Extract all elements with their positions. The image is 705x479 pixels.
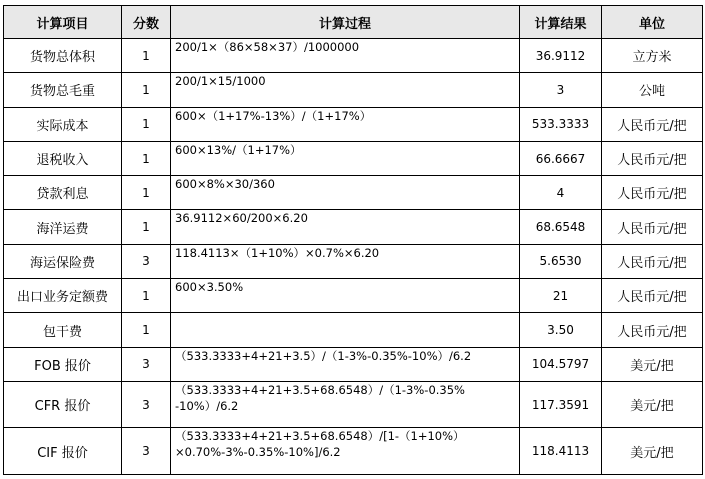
process-line: 36.9112×60/200×6.20 [175, 211, 308, 226]
cell-score: 3 [122, 428, 171, 475]
cell-item: 退税收入 [4, 141, 122, 175]
cell-process [171, 428, 520, 475]
cell-result: 104.5797 [520, 347, 602, 381]
cell-unit: 美元/把 [602, 428, 703, 475]
table-row [4, 176, 703, 210]
cell-result: 118.4113 [520, 428, 602, 475]
cell-unit: 人民币元/把 [602, 176, 703, 210]
cell-process [171, 347, 520, 381]
process-line: 200/1×（86×58×37）/1000000 [175, 40, 360, 54]
cell-item: 贷款利息 [4, 176, 122, 210]
cell-process [171, 381, 520, 427]
cell-result: 36.9112 [520, 39, 602, 73]
table-row [4, 244, 703, 278]
cell-unit: 美元/把 [602, 347, 703, 381]
cell-unit: 美元/把 [602, 381, 703, 427]
cell-score: 3 [122, 244, 171, 278]
process-line: （533.3333+4+21+3.5+68.6548）/（1-3%-0.35% [175, 382, 465, 397]
cell-unit: 人民币元/把 [602, 244, 703, 278]
table-row [4, 210, 703, 244]
cell-item: CFR 报价 [4, 381, 122, 427]
header-process: 计算过程 [171, 6, 520, 39]
cell-process [171, 176, 520, 210]
cell-process [171, 210, 520, 244]
process-line: （533.3333+4+21+3.5+68.6548）/[1-（1+10%） [175, 429, 465, 444]
table-row [4, 141, 703, 175]
cell-unit: 人民币元/把 [602, 279, 703, 313]
cell-unit: 人民币元/把 [602, 107, 703, 141]
header-item: 计算项目 [4, 6, 122, 39]
cell-item: 包干费 [4, 313, 122, 347]
process-line: 600×（1+17%-13%）/（1+17%） [175, 108, 372, 123]
cell-result: 117.3591 [520, 381, 602, 427]
process-line: ×0.70%-3%-0.35%-10%]/6.2 [175, 445, 341, 460]
process-line: 600×3.50% [175, 280, 244, 295]
table-row [4, 39, 703, 73]
cell-process [171, 73, 520, 107]
process-line: 118.4113×（1+10%）×0.7%×6.20 [175, 245, 380, 260]
cell-score: 3 [122, 381, 171, 427]
process-line: 200/1×15/1000 [175, 74, 266, 89]
cell-process [171, 107, 520, 141]
cell-item: 实际成本 [4, 107, 122, 141]
table-row [4, 313, 703, 347]
cell-process [171, 244, 520, 278]
table-row [4, 381, 703, 427]
cell-result: 66.6667 [520, 141, 602, 175]
cell-item: FOB 报价 [4, 347, 122, 381]
calculation-table [3, 5, 703, 475]
cell-process [171, 141, 520, 175]
cell-score: 3 [122, 347, 171, 381]
table-row [4, 107, 703, 141]
cell-item: 海运保险费 [4, 244, 122, 278]
process-line: 600×13%/（1+17%） [175, 142, 302, 157]
cell-unit: 人民币元/把 [602, 141, 703, 175]
cell-unit: 人民币元/把 [602, 210, 703, 244]
cell-result: 4 [520, 176, 602, 210]
header-result: 计算结果 [520, 6, 602, 39]
cell-score: 1 [122, 210, 171, 244]
cell-unit: 人民币元/把 [602, 313, 703, 347]
cell-process [171, 39, 520, 73]
cell-result: 5.6530 [520, 244, 602, 278]
cell-item: 海洋运费 [4, 210, 122, 244]
cell-unit: 公吨 [602, 73, 703, 107]
cell-result: 533.3333 [520, 107, 602, 141]
cell-result: 3 [520, 73, 602, 107]
cell-result: 3.50 [520, 313, 602, 347]
header-unit: 单位 [602, 6, 703, 39]
cell-score: 1 [122, 73, 171, 107]
cell-item: 出口业务定额费 [4, 279, 122, 313]
cell-item: 货物总体积 [4, 39, 122, 73]
cell-score: 1 [122, 313, 171, 347]
table-row [4, 428, 703, 475]
cell-process [171, 279, 520, 313]
table-row [4, 73, 703, 107]
cell-item: CIF 报价 [4, 428, 122, 475]
process-line: -10%）/6.2 [175, 398, 239, 413]
cell-process [171, 313, 520, 347]
header-score: 分数 [122, 6, 171, 39]
table-row [4, 347, 703, 381]
cell-score: 1 [122, 39, 171, 73]
cell-score: 1 [122, 141, 171, 175]
cell-score: 1 [122, 176, 171, 210]
process-line: （533.3333+4+21+3.5）/（1-3%-0.35%-10%）/6.2 [175, 348, 472, 363]
process-line: 600×8%×30/360 [175, 177, 275, 192]
cell-item: 货物总毛重 [4, 73, 122, 107]
cell-result: 68.6548 [520, 210, 602, 244]
cell-result: 21 [520, 279, 602, 313]
cell-score: 1 [122, 107, 171, 141]
header-row [4, 6, 703, 39]
cell-unit: 立方米 [602, 39, 703, 73]
cell-score: 1 [122, 279, 171, 313]
table-row [4, 279, 703, 313]
